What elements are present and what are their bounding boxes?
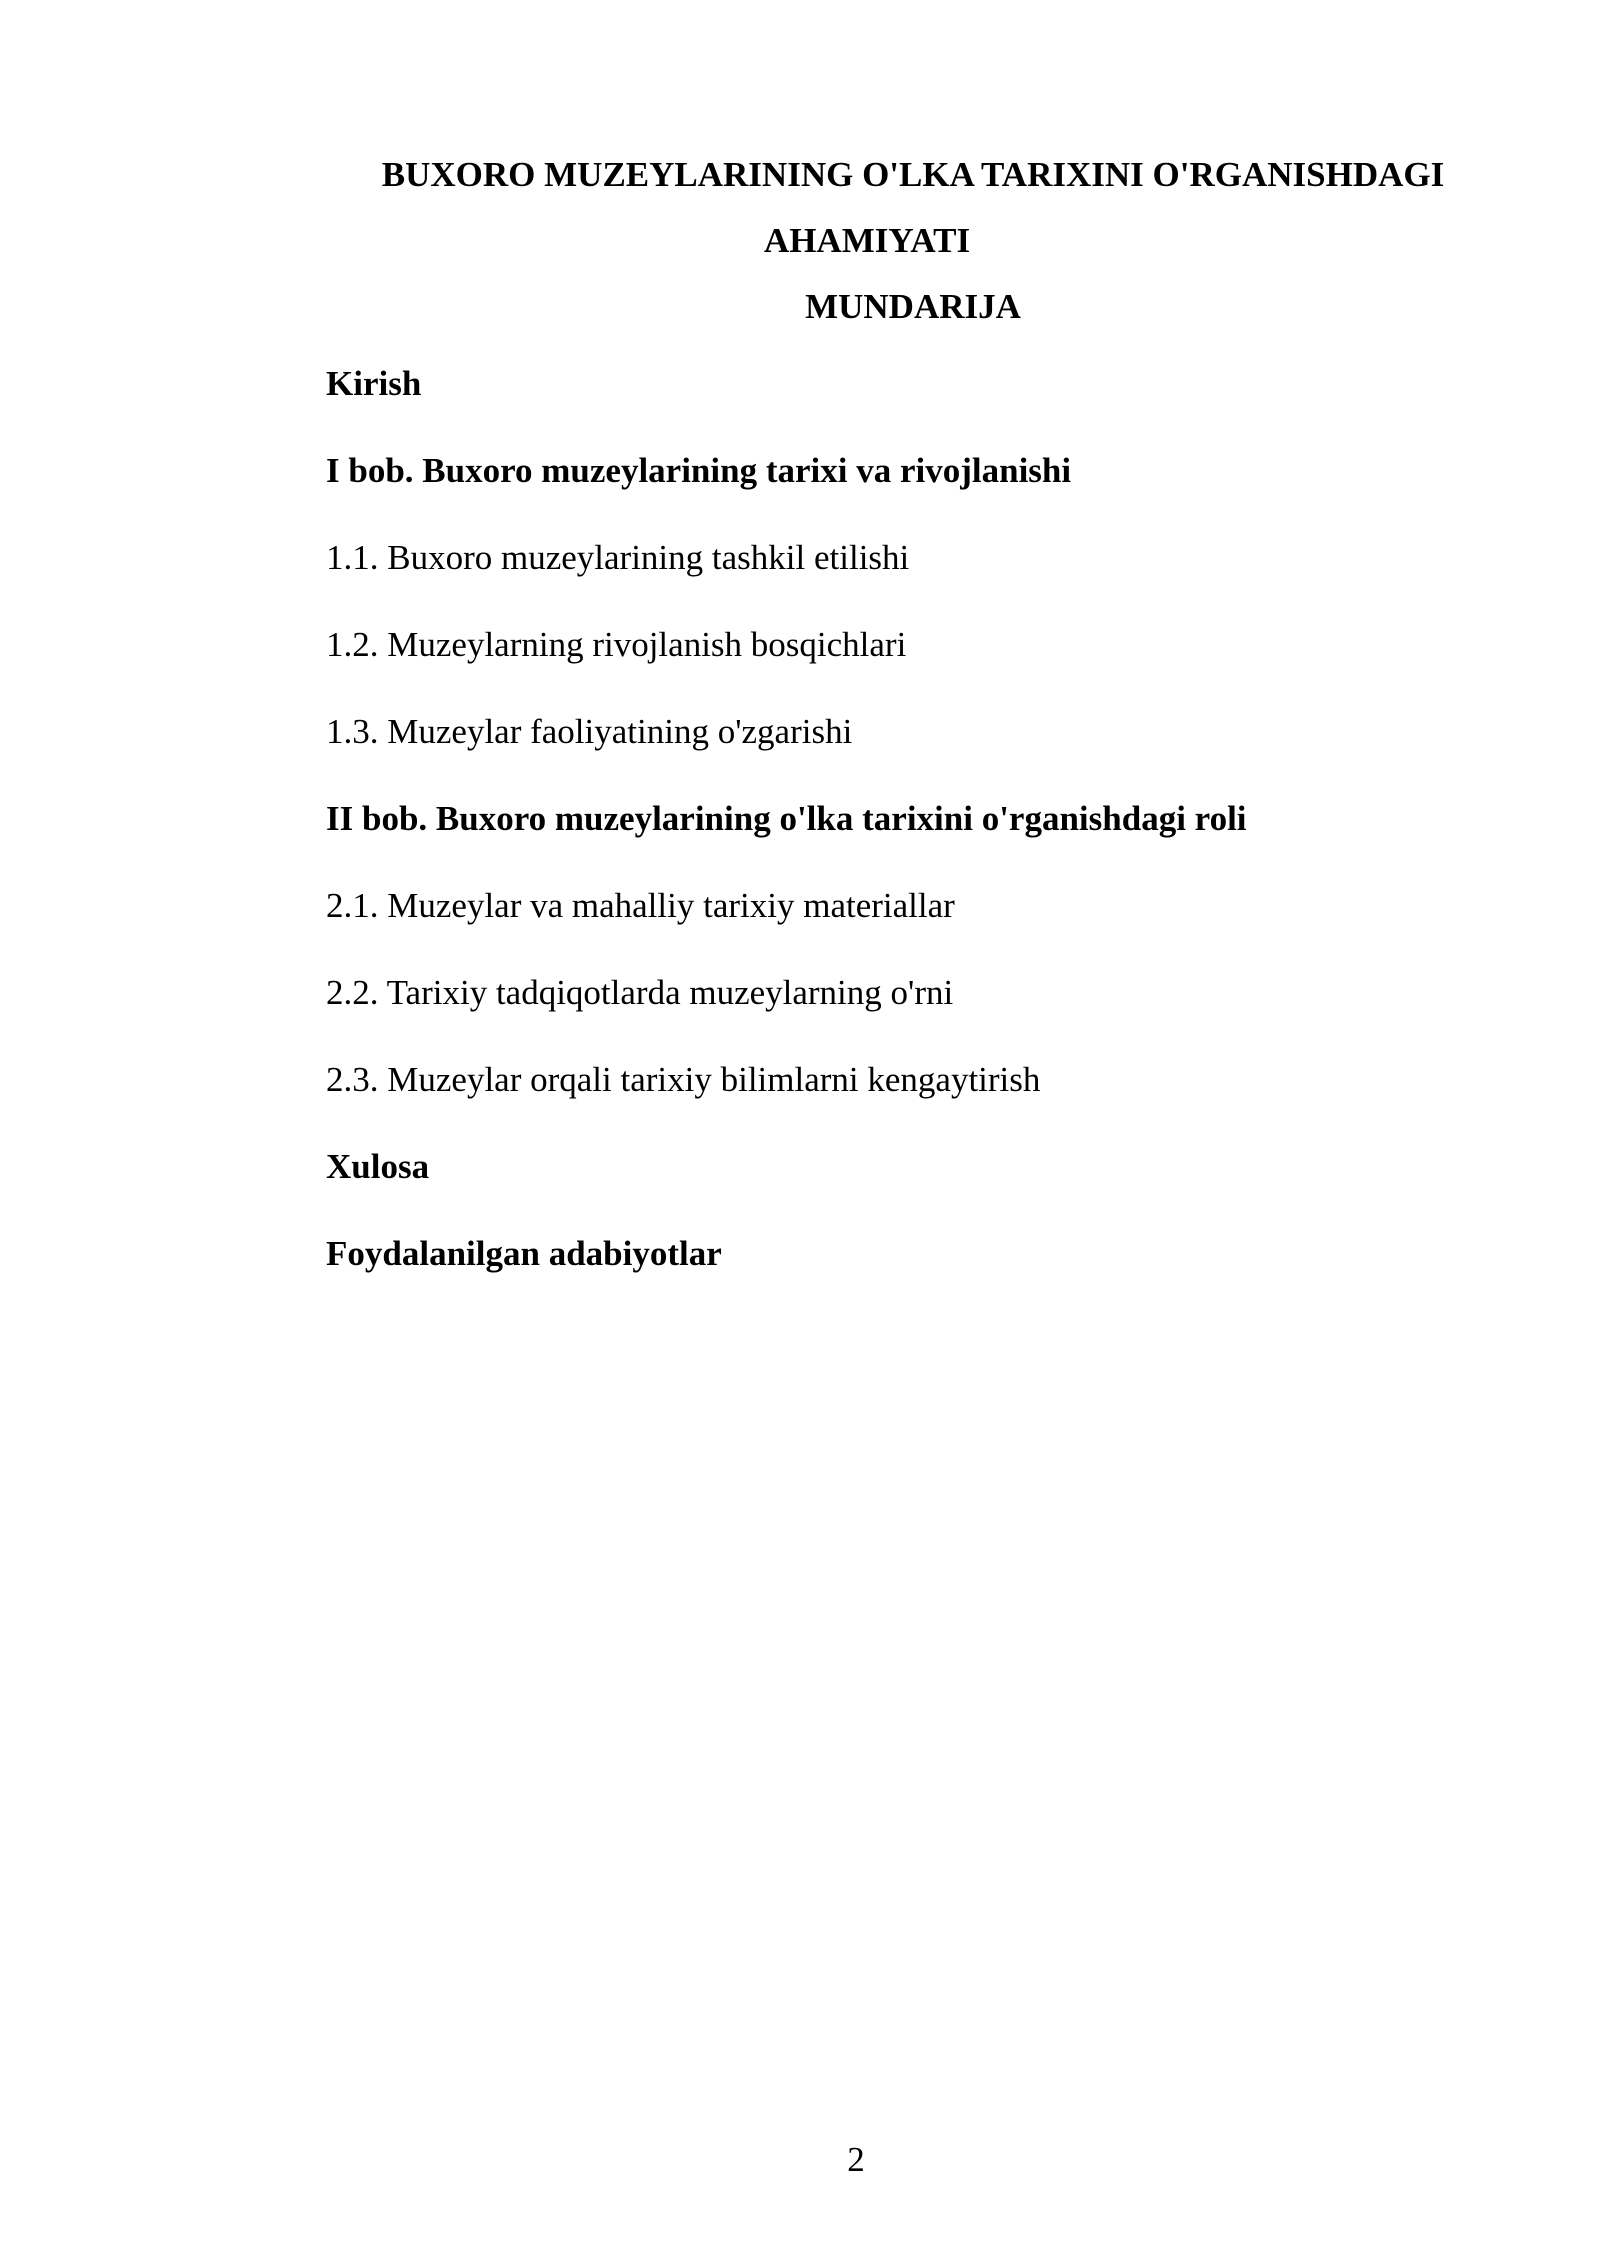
- table-of-contents-heading: MUNDARIJA: [805, 287, 1021, 326]
- toc-item-section-2-2: 2.2. Tarixiy tadqiqotlarda muzeylarning o'rni: [326, 973, 954, 1012]
- toc-item-chapter-1: I bob. Buxoro muzeylarining tarixi va rivojlanishi: [326, 451, 1072, 490]
- toc-item-conclusion: Xulosa: [326, 1147, 430, 1186]
- toc-item-section-1-1: 1.1. Buxoro muzeylarining tashkil etilishi: [326, 538, 910, 577]
- page-number: 2: [847, 2140, 865, 2179]
- toc-item-section-1-2: 1.2. Muzeylarning rivojlanish bosqichlari: [326, 625, 907, 664]
- toc-item-section-1-3: 1.3. Muzeylar faoliyatining o'zgarishi: [326, 712, 853, 751]
- table-of-contents: [326, 340, 1526, 1297]
- document-title-line-1: BUXORO MUZEYLARINING O'LKA TARIXINI O'RGANISHDAGI: [381, 155, 1445, 194]
- toc-item-chapter-2: II bob. Buxoro muzeylarining o'lka tarixini o'rganishdagi roli: [326, 799, 1247, 838]
- toc-item-section-2-1: 2.1. Muzeylar va mahalliy tarixiy materiallar: [326, 886, 955, 925]
- document-title-line-2: AHAMIYATI: [763, 221, 971, 260]
- toc-item-introduction: Kirish: [326, 364, 422, 403]
- toc-item-section-2-3: 2.3. Muzeylar orqali tarixiy bilimlarni kengaytirish: [326, 1060, 1041, 1099]
- toc-item-references: Foydalanilgan adabiyotlar: [326, 1234, 722, 1273]
